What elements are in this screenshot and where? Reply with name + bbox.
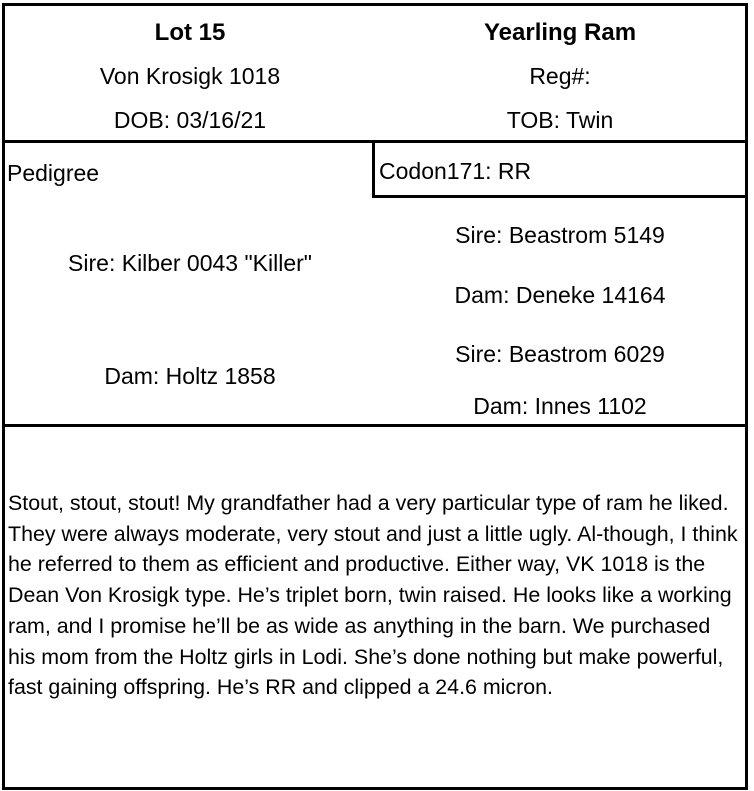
pedigree-dam-dam: Dam: Innes 1102 — [473, 393, 647, 419]
pedigree-dam-sire: Sire: Beastrom 6029 — [455, 341, 665, 367]
registration-number: Reg#: — [529, 63, 591, 89]
animal-category: Yearling Ram — [483, 19, 637, 46]
pedigree-divider — [5, 424, 745, 427]
codon-value: Codon171: RR — [379, 158, 532, 184]
pedigree-sire-dam: Dam: Deneke 14164 — [454, 282, 666, 308]
description-text: Stout, stout, stout! My grandfather had a very particular type of ram he liked. They were always moderate, very stout and just a little ugly. Al-though, I think he referred to them as efficient and productive. Either way, VK 1018 is the Dean Von Krosigk type. He’s triplet born, twin raised. He looks like a working ram, and I promise he’ll be as wide as anything in the barn. We purchased his mom from the Holtz girls in Lodi. She’s done nothing but make powerful, fast gaining offspring. He’s RR and clipped a 24.6 micron. — [8, 491, 738, 700]
lot-header — [5, 6, 745, 143]
pedigree-sire-sire: Sire: Beastrom 5149 — [455, 222, 665, 248]
date-of-birth: DOB: 03/16/21 — [113, 107, 267, 133]
pedigree-dam: Dam: Holtz 1858 — [104, 363, 276, 389]
codon-box — [372, 140, 745, 198]
type-of-birth: TOB: Twin — [506, 107, 614, 133]
pedigree-label: Pedigree — [7, 160, 100, 186]
lot-card — [2, 3, 748, 790]
pedigree-sire: Sire: Kilber 0043 "Killer" — [68, 250, 312, 276]
animal-name: Von Krosigk 1018 — [99, 63, 281, 89]
lot-number: Lot 15 — [154, 19, 226, 46]
